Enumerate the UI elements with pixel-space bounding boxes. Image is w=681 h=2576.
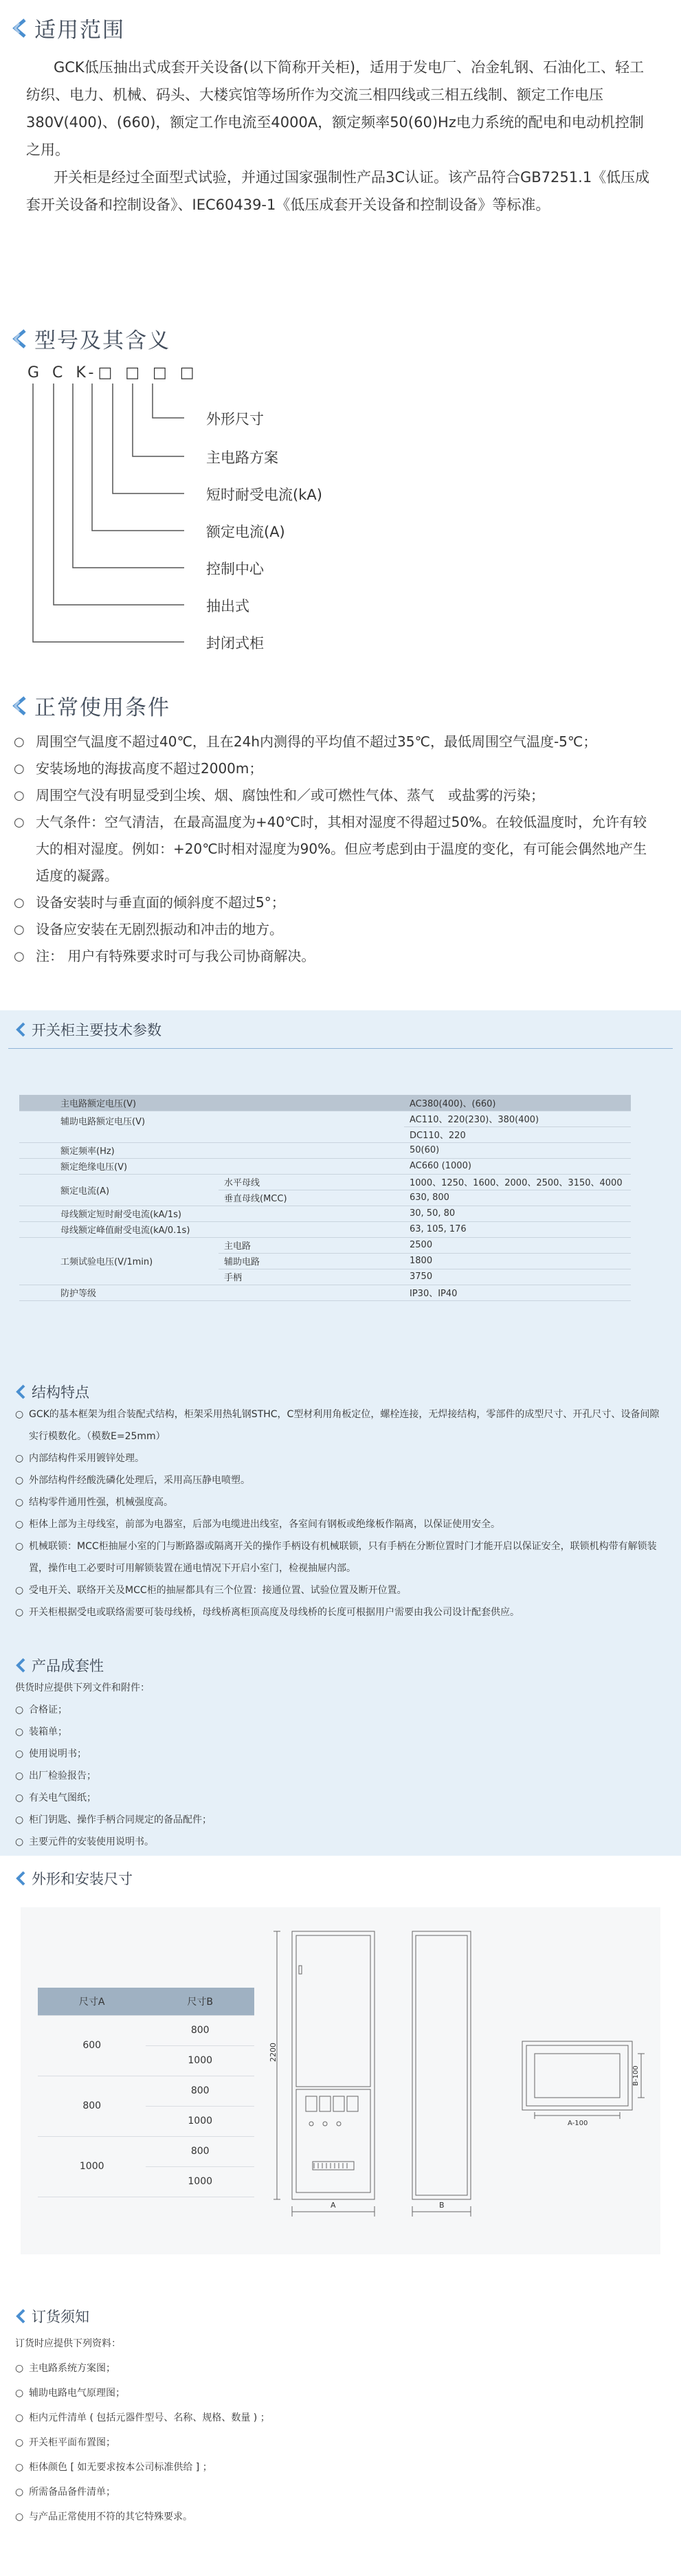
list-item [15,2430,661,2455]
cabinet-plan-view [509,2034,646,2131]
section-title-params [14,1019,161,1040]
table-row [19,1206,631,1221]
list-item [15,2406,661,2430]
height-label: 2200 [269,2043,278,2062]
section-heading: 外形和安装尺寸 [32,1871,133,1887]
list-item [15,1491,661,1513]
bullet-icon: ○ [15,2363,24,2374]
cell: 防护等级 [19,1285,404,1300]
item-text: 所需备品备件清单； [29,2487,115,2498]
list-item [15,2480,661,2505]
item-text: 开关柜平面布置图； [29,2437,115,2448]
bullet-icon: ○ [15,1705,24,1716]
width-label-a: A [331,2201,336,2210]
item-text: 使用说明书； [29,1748,87,1759]
item-text: 主电路系统方案图； [29,2363,115,2374]
section-title-dims [14,1868,133,1889]
section-heading: 型号及其含义 [34,329,170,353]
item-text: 主要元件的安装使用说明书。 [29,1836,154,1847]
item-text: 出厂检验报告； [29,1770,96,1781]
package-list [15,1677,661,1853]
bullet-icon: ○ [15,1792,24,1803]
depth-label-b: B [439,2201,445,2210]
feature-text: 受电开关、联络开关及MCC柜的抽屉都具有三个位置：接通位置、试验位置及断开位置。 [29,1585,407,1596]
package-intro [15,1677,661,1699]
list-item [15,1787,661,1809]
list-item [15,1403,661,1447]
section-heading: 结构特点 [32,1384,89,1401]
model-label-short-current: 短时耐受电流(kA) [206,487,322,503]
section-title-order [14,2306,89,2327]
section-title-features [14,1381,89,1402]
bullet-icon: ○ [15,1748,24,1759]
cell: 2500 [404,1237,631,1253]
list-item [15,1765,661,1787]
bullet-icon: ○ [14,949,25,964]
cell: 水平母线 [219,1174,404,1190]
cell: 1000 [146,2166,254,2197]
section-title-package [14,1655,104,1676]
chevron-icon [10,18,29,38]
bullet-icon: ○ [14,815,25,830]
condition-text: 周围空气没有明显受到尘埃、烟、腐蚀性和／或可燃性气体、蒸气 或盐雾的污染； [36,787,544,803]
cell: IP30、IP40 [404,1285,631,1300]
bullet-icon: ○ [15,1497,24,1508]
divider [8,1048,673,1049]
chevron-icon [10,696,29,716]
cell: 母线额定峰值耐受电流(kA/0.1s) [19,1221,404,1237]
cell: 垂直母线(MCC) [219,1190,404,1206]
chevron-icon [14,1384,27,1400]
cell: 主电路额定电压(V) [19,1095,404,1111]
cell: 额定电流(A) [19,1174,219,1206]
header-cell: 尺寸A [38,1988,146,2015]
cell: 630, 800 [404,1190,631,1206]
cell: 30, 50, 80 [404,1206,631,1221]
plan-label-a100: A-100 [568,2120,588,2127]
feature-text: 柜体上部为主母线室，前部为电器室，后部为电缆进出线室，各室间有钢板或绝缘板作隔离，以保证使用安全。 [29,1519,500,1530]
bullet-icon: ○ [15,1770,24,1781]
cell: 工频试验电压(V/1min) [19,1237,219,1285]
list-item [15,2505,661,2529]
bullet-icon: ○ [15,2511,24,2522]
item-text: 柜体颜色 [ 如无要求按本公司标准供给 ] ； [29,2462,212,2473]
header-cell: 尺寸B [146,1988,254,2015]
item-text: 柜门钥匙、操作手柄合同规定的备品配件； [29,1814,212,1825]
table-row [19,1142,631,1158]
model-diagram-lines [0,378,206,653]
bullet-icon: ○ [15,1475,24,1486]
bullet-icon: ○ [15,2437,24,2448]
cell: 800 [38,2076,146,2136]
intro-text: 订货时应提供下列资料： [15,2338,121,2349]
order-list [15,2331,661,2529]
table-row [19,1095,631,1111]
list-item [14,943,660,970]
bullet-icon: ○ [15,2462,24,2473]
plan-label-b100: B-100 [632,2065,640,2086]
cell: 额定频率(Hz) [19,1142,404,1158]
cell: 1000 [38,2136,146,2197]
bullet-icon: ○ [14,896,25,910]
cell: 1000、1250、1600、2000、2500、3150、4000 [404,1174,631,1190]
feature-text: 内部结构件采用镀锌处理。 [29,1453,144,1464]
conditions-list [14,729,660,970]
bullet-icon: ○ [15,1814,24,1825]
item-text: 有关电气图纸； [29,1792,96,1803]
cell: 母线额定短时耐受电流(kA/1s) [19,1206,404,1221]
bullet-icon: ○ [15,1409,24,1420]
features-list [15,1403,661,1623]
list-item [15,2356,661,2381]
table-row [19,1237,631,1253]
table-row [38,2136,254,2166]
feature-text: GCK的基本框架为组合装配式结构，柜架采用热轧钢STHC，C型材利用角板定位，螺栓连接，无焊接结构，零部件的成型尺寸、开孔尺寸、设备间隙实行模数化。（模数E=25mm） [29,1409,660,1442]
bullet-icon: ○ [15,1726,24,1737]
condition-text: 周围空气温度不超过40℃，且在24h内测得的平均值不超过35℃，最低周围空气温度-5℃； [36,733,597,750]
list-item [15,1601,661,1623]
cell: AC380(400)、(660) [404,1095,631,1111]
table-row [19,1111,631,1126]
item-text: 与产品正常使用不符的其它特殊要求。 [29,2511,192,2522]
feature-text: 结构零件通用性强，机械强度高。 [29,1497,173,1508]
cell: 手柄 [219,1269,404,1285]
bullet-icon: ○ [14,788,25,803]
list-item [14,916,660,943]
list-item [14,729,660,755]
list-item [15,1809,661,1831]
model-code: G C K-□ □ □ □ [27,364,199,381]
bullet-icon: ○ [15,2388,24,2399]
cell: 800 [146,2076,254,2106]
bullet-icon: ○ [15,1607,24,1618]
bullet-icon: ○ [14,762,25,776]
condition-text: 设备应安装在无剧烈振动和冲击的地方。 [36,921,283,937]
page-title: 适用范围 [34,18,125,43]
list-item [15,1721,661,1743]
cell: AC660 (1000) [404,1158,631,1174]
condition-text: 注： 用户有特殊要求时可与我公司协商解决。 [36,948,315,964]
list-item [15,1513,661,1535]
cell: 600 [38,2015,146,2076]
section-heading: 正常使用条件 [34,696,170,720]
condition-text: 大气条件：空气清洁，在最高温度为+40℃时，其相对湿度不得超过50%。在较低温度时，允许有较大的相对湿度。例如：+20℃时相对湿度为90%。但应考虑到由于温度的变化，有可能会偶然地产生适度的凝露。 [36,814,647,884]
bullet-icon: ○ [15,2487,24,2498]
bullet-icon: ○ [14,735,25,749]
feature-text: 机械联锁：MCC柜抽屉小室的门与断路器或隔离开关的操作手柄设有机械联锁，只有手柄在分断位置时门才能开启以保证安全，联锁机构带有解锁装置，操作电工必要时可用解锁装置在通电情况下开启小室门，检视抽屉内部。 [29,1541,657,1574]
chevron-icon [14,1657,27,1674]
model-label-rated-current: 额定电流(A) [206,524,285,540]
list-item [15,1743,661,1765]
bullet-icon: ○ [15,1453,24,1464]
cell: 1000 [146,2045,254,2076]
list-item [14,755,660,782]
condition-text: 设备安装时与垂直面的倾斜度不超过5°； [36,894,285,911]
params-table [19,1095,631,1301]
scope-paragraph-2: 开关柜是经过全面型式试验，并通过国家强制性产品3C认证。该产品符合GB7251.1《低压成套开关设备和控制设备》、IEC60439-1《低压成套开关设备和控制设备》等标准。 [26,169,650,213]
scope-paragraph-1: GCK低压抽出式成套开关设备(以下简称开关柜)，适用于发电厂、冶金轧钢、石油化工、轻工纺织、电力、机械、码头、大楼宾馆等场所作为交流三相四线或三相五线制、额定工作电压380V(400)、(660)，额定工作电流至4000A，额定频率50(60)Hz电力系统的配电和电动机控制之用。 [26,59,645,158]
cell: 800 [146,2136,254,2166]
scope-text [26,54,657,219]
bullet-icon: ○ [14,922,25,937]
model-label-drawout: 抽出式 [206,598,249,614]
cell: DC110、220 [404,1126,631,1142]
table-row [19,1158,631,1174]
chevron-icon [14,1021,27,1038]
table-row [19,1174,631,1190]
cell: 3750 [404,1269,631,1285]
model-label-control-center: 控制中心 [206,561,264,577]
chevron-icon [14,2308,27,2324]
feature-text: 开关柜根据受电或联络需要可装母线桥，母线桥离柜顶高度及母线桥的长度可根据用户需要由我公司设计配套供应。 [29,1607,520,1618]
bullet-icon: ○ [15,2412,24,2423]
list-item [15,1579,661,1601]
cabinet-front-view [271,1924,395,2220]
order-intro [15,2331,661,2356]
list-item [15,1447,661,1469]
table-row [38,2015,254,2045]
cell: 额定绝缘电压(V) [19,1158,404,1174]
item-text: 辅助电路电气原理图； [29,2388,125,2399]
cell: AC110、220(230)、380(400) [404,1111,631,1126]
section-heading: 开关柜主要技术参数 [32,1022,161,1039]
cell: 辅助电路 [219,1253,404,1269]
section-heading: 订货须知 [32,2309,89,2325]
list-item [15,1699,661,1721]
model-label-enclosed: 封闭式柜 [206,635,264,652]
bullet-icon: ○ [15,1519,24,1530]
item-text: 合格证； [29,1705,67,1716]
model-label-size: 外形尺寸 [206,411,264,428]
section-heading: 产品成套性 [32,1658,104,1674]
list-item [14,809,660,889]
model-label-scheme: 主电路方案 [206,449,278,466]
intro-text: 供货时应提供下列文件和附件： [15,1683,150,1694]
cell: 50(60) [404,1142,631,1158]
list-item [15,2381,661,2406]
cell: 辅助电路额定电压(V) [19,1111,404,1142]
condition-text: 安装场地的海拔高度不超过2000m； [36,760,263,777]
list-item [15,1831,661,1853]
bullet-icon: ○ [15,1541,24,1552]
section-title-model [10,323,170,354]
chevron-icon [14,1870,27,1887]
list-item [15,1535,661,1579]
cell: 1000 [146,2106,254,2136]
section-title-scope [10,12,125,43]
table-row [38,1988,254,2015]
cell: 63, 105, 176 [404,1221,631,1237]
item-text: 装箱单； [29,1726,67,1737]
list-item [15,2455,661,2480]
dimension-table [38,1988,254,2197]
cell: 1800 [404,1253,631,1269]
list-item [14,782,660,809]
item-text: 柜内元件清单 ( 包括元器件型号、名称、规格、数量 ) ； [29,2412,270,2423]
feature-text: 外部结构件经酸洗磷化处理后，采用高压静电喷塑。 [29,1475,250,1486]
chevron-icon [10,329,29,349]
table-row [38,2076,254,2106]
table-row [19,1285,631,1300]
section-title-conditions [10,690,170,721]
list-item [14,889,660,916]
list-item [15,1469,661,1491]
cabinet-side-view [402,1924,478,2220]
bullet-icon: ○ [15,1585,24,1596]
table-row [19,1221,631,1237]
bullet-icon: ○ [15,1836,24,1847]
cell: 800 [146,2015,254,2045]
cell: 主电路 [219,1237,404,1253]
